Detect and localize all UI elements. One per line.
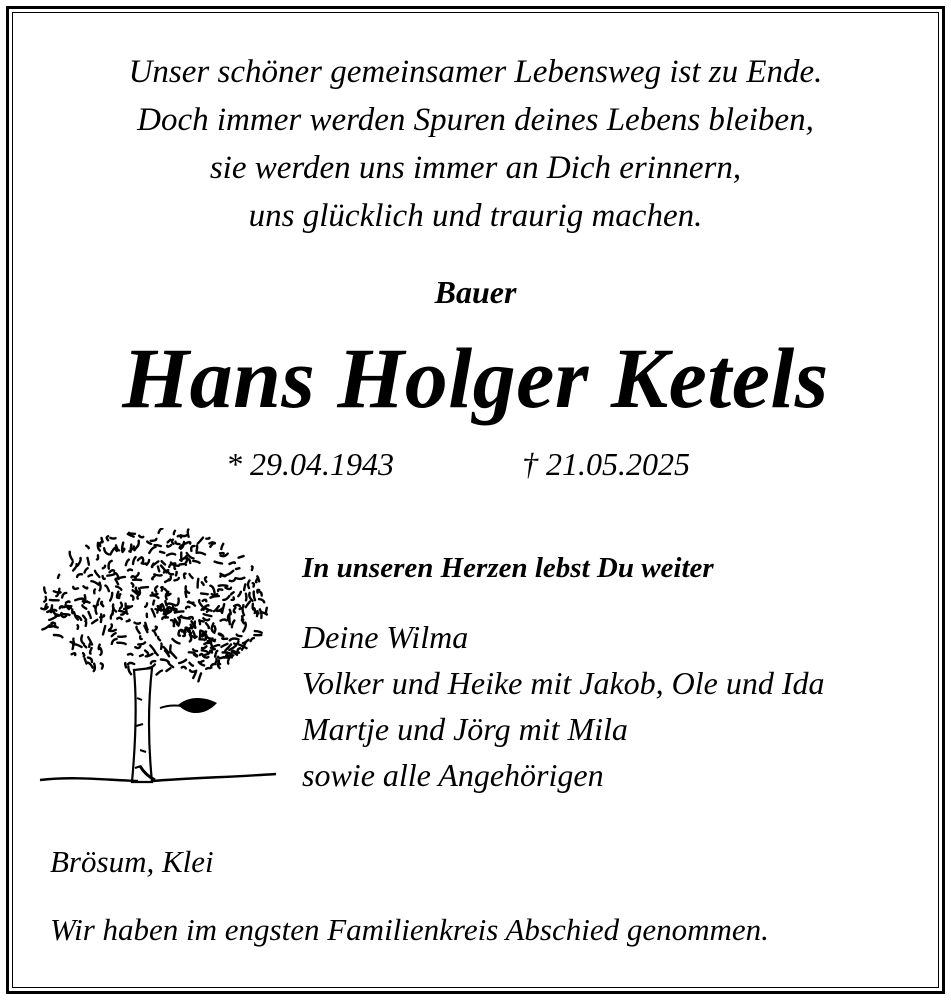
deceased-name: Hans Holger Ketels [122, 330, 829, 426]
memorial-poem [0, 48, 951, 240]
mourner-line: Deine Wilma [302, 619, 469, 655]
poem-line: sie werden uns immer an Dich erinnern, [209, 150, 742, 186]
poem-line: uns glücklich und traurig machen. [248, 198, 703, 234]
mourner-line: sowie alle Angehörigen [302, 757, 604, 793]
farewell-note: Wir haben im engsten Familienkreis Abschied genommen. [50, 912, 769, 947]
mourners-list [302, 614, 825, 798]
place-name: Brösum, Klei [50, 844, 214, 879]
mourner-line: Volker und Heike mit Jakob, Ole und Ida [302, 665, 825, 701]
mourner-line: Martje und Jörg mit Mila [302, 711, 628, 747]
memorial-motto: In unseren Herzen lebst Du weiter [302, 552, 714, 584]
deceased-occupation: Bauer [434, 274, 517, 310]
poem-line: Unser schöner gemeinsamer Lebensweg ist zu Ende. [128, 54, 823, 90]
birth-date: * 29.04.1943 [226, 446, 394, 482]
death-date: † 21.05.2025 [522, 446, 690, 482]
tree-icon [36, 528, 286, 793]
poem-line: Doch immer werden Spuren deines Lebens bleiben, [137, 102, 814, 138]
